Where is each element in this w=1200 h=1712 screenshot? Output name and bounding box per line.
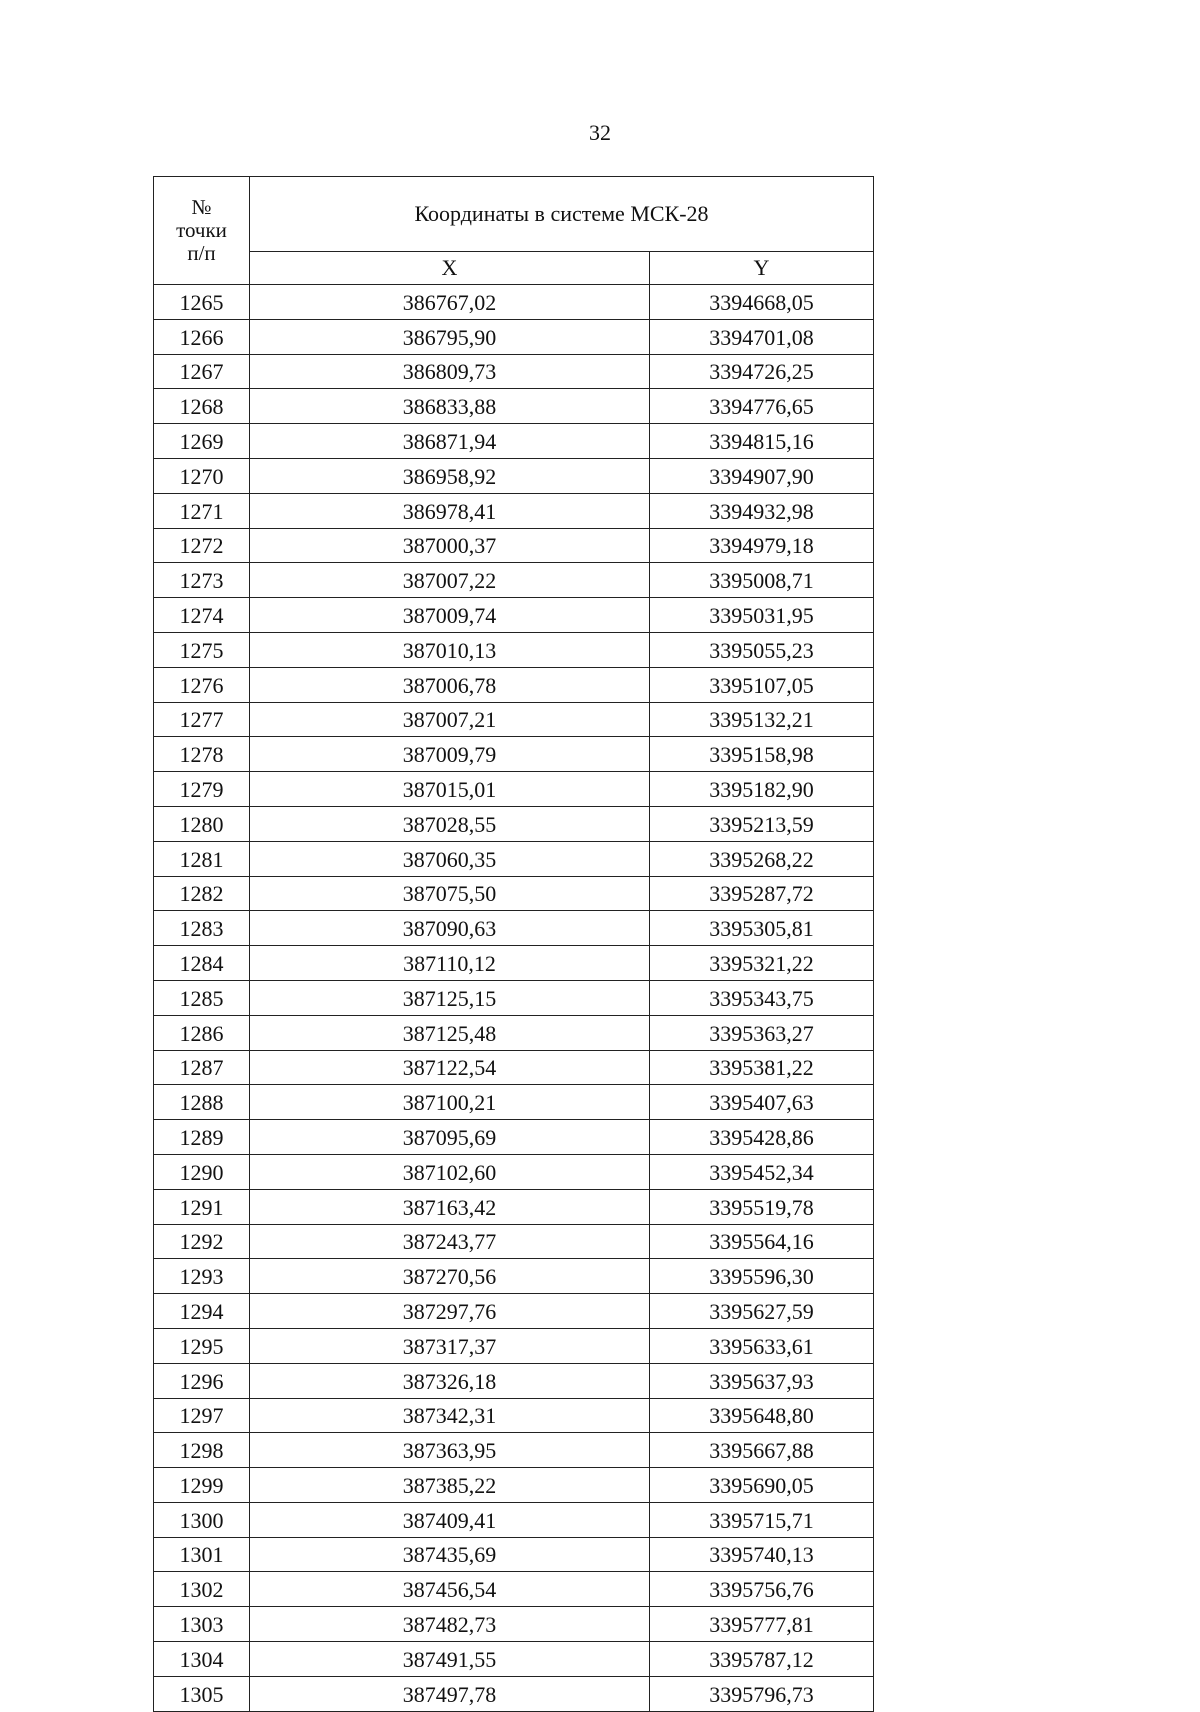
- table-row: [154, 1294, 874, 1329]
- x-coordinate-cell: 387243,77: [250, 1224, 650, 1259]
- table-row: [154, 1607, 874, 1642]
- point-number-cell: 1302: [154, 1572, 250, 1607]
- point-number-cell: 1269: [154, 424, 250, 459]
- y-coordinate-cell: 3395627,59: [650, 1294, 874, 1329]
- x-coordinate-cell: 387491,55: [250, 1642, 650, 1677]
- x-coordinate-cell: 387342,31: [250, 1398, 650, 1433]
- table-row: [154, 389, 874, 424]
- x-coordinate-cell: 387010,13: [250, 632, 650, 667]
- y-coordinate-cell: 3395363,27: [650, 1015, 874, 1050]
- table-row: [154, 772, 874, 807]
- x-column-header: X: [250, 252, 650, 285]
- point-number-cell: 1295: [154, 1328, 250, 1363]
- x-coordinate-cell: 387482,73: [250, 1607, 650, 1642]
- table-row: [154, 563, 874, 598]
- table-row: [154, 841, 874, 876]
- table-row: [154, 1468, 874, 1503]
- table-row: [154, 1189, 874, 1224]
- y-coordinate-cell: 3395321,22: [650, 946, 874, 981]
- x-coordinate-cell: 387317,37: [250, 1328, 650, 1363]
- point-number-cell: 1279: [154, 772, 250, 807]
- table-row: [154, 598, 874, 633]
- y-coordinate-cell: 3394776,65: [650, 389, 874, 424]
- x-coordinate-cell: 387015,01: [250, 772, 650, 807]
- y-coordinate-cell: 3395452,34: [650, 1154, 874, 1189]
- coordinates-table: [153, 176, 874, 1712]
- y-coordinate-cell: 3395182,90: [650, 772, 874, 807]
- x-coordinate-cell: 387297,76: [250, 1294, 650, 1329]
- y-coordinate-cell: 3395343,75: [650, 980, 874, 1015]
- y-coordinate-cell: 3395756,76: [650, 1572, 874, 1607]
- x-coordinate-cell: 386833,88: [250, 389, 650, 424]
- x-coordinate-cell: 386809,73: [250, 354, 650, 389]
- y-coordinate-cell: 3395055,23: [650, 632, 874, 667]
- y-coordinate-cell: 3395667,88: [650, 1433, 874, 1468]
- table-row: [154, 1328, 874, 1363]
- point-number-cell: 1267: [154, 354, 250, 389]
- y-coordinate-cell: 3394907,90: [650, 458, 874, 493]
- point-number-cell: 1293: [154, 1259, 250, 1294]
- point-number-cell: 1277: [154, 702, 250, 737]
- point-number-cell: 1275: [154, 632, 250, 667]
- table-row: [154, 1363, 874, 1398]
- point-number-cell: 1270: [154, 458, 250, 493]
- x-coordinate-cell: 386978,41: [250, 493, 650, 528]
- table-row: [154, 1537, 874, 1572]
- x-coordinate-cell: 387122,54: [250, 1050, 650, 1085]
- point-number-header-line: п/п: [187, 241, 216, 266]
- coordinates-table-header: [154, 177, 874, 285]
- point-number-cell: 1282: [154, 876, 250, 911]
- x-coordinate-cell: 387363,95: [250, 1433, 650, 1468]
- table-row: [154, 1502, 874, 1537]
- point-number-cell: 1299: [154, 1468, 250, 1503]
- x-coordinate-cell: 387497,78: [250, 1676, 650, 1711]
- point-number-cell: 1276: [154, 667, 250, 702]
- table-row: [154, 1224, 874, 1259]
- table-row: [154, 1050, 874, 1085]
- y-coordinate-cell: 3395596,30: [650, 1259, 874, 1294]
- table-row: [154, 319, 874, 354]
- point-number-cell: 1304: [154, 1642, 250, 1677]
- y-coordinate-cell: 3395633,61: [650, 1328, 874, 1363]
- table-row: [154, 1015, 874, 1050]
- y-coordinate-cell: 3395132,21: [650, 702, 874, 737]
- y-coordinate-cell: 3395305,81: [650, 911, 874, 946]
- y-coordinate-cell: 3395428,86: [650, 1120, 874, 1155]
- point-number-cell: 1266: [154, 319, 250, 354]
- point-number-cell: 1271: [154, 493, 250, 528]
- table-row: [154, 946, 874, 981]
- point-number-cell: 1268: [154, 389, 250, 424]
- table-row: [154, 1120, 874, 1155]
- point-number-cell: 1303: [154, 1607, 250, 1642]
- table-row: [154, 702, 874, 737]
- table-row: [154, 737, 874, 772]
- table-row: [154, 1398, 874, 1433]
- table-row: [154, 1676, 874, 1711]
- table-row: [154, 424, 874, 459]
- coordinates-system-header: Координаты в системе МСК-28: [250, 177, 874, 252]
- point-number-cell: 1291: [154, 1189, 250, 1224]
- point-number-cell: 1285: [154, 980, 250, 1015]
- point-number-cell: 1288: [154, 1085, 250, 1120]
- point-number-cell: 1289: [154, 1120, 250, 1155]
- x-coordinate-cell: 387007,21: [250, 702, 650, 737]
- table-row: [154, 980, 874, 1015]
- x-coordinate-cell: 387163,42: [250, 1189, 650, 1224]
- x-coordinate-cell: 387385,22: [250, 1468, 650, 1503]
- x-coordinate-cell: 387100,21: [250, 1085, 650, 1120]
- table-row: [154, 806, 874, 841]
- point-number-cell: 1286: [154, 1015, 250, 1050]
- table-row: [154, 876, 874, 911]
- point-number-cell: 1283: [154, 911, 250, 946]
- x-coordinate-cell: 387270,56: [250, 1259, 650, 1294]
- x-coordinate-cell: 387095,69: [250, 1120, 650, 1155]
- table-row: [154, 285, 874, 320]
- y-coordinate-cell: 3395213,59: [650, 806, 874, 841]
- y-coordinate-cell: 3395519,78: [650, 1189, 874, 1224]
- y-coordinate-cell: 3395031,95: [650, 598, 874, 633]
- y-coordinate-cell: 3395107,05: [650, 667, 874, 702]
- y-coordinate-cell: 3394979,18: [650, 528, 874, 563]
- y-coordinate-cell: 3394701,08: [650, 319, 874, 354]
- y-coordinate-cell: 3394815,16: [650, 424, 874, 459]
- table-row: [154, 528, 874, 563]
- table-row: [154, 1642, 874, 1677]
- y-coordinate-cell: 3395715,71: [650, 1502, 874, 1537]
- x-coordinate-cell: 387110,12: [250, 946, 650, 981]
- point-number-header-line: №: [191, 194, 212, 219]
- x-coordinate-cell: 387090,63: [250, 911, 650, 946]
- point-number-cell: 1274: [154, 598, 250, 633]
- point-number-cell: 1278: [154, 737, 250, 772]
- point-number-cell: 1273: [154, 563, 250, 598]
- x-coordinate-cell: 387125,15: [250, 980, 650, 1015]
- y-coordinate-cell: 3395381,22: [650, 1050, 874, 1085]
- table-row: [154, 1154, 874, 1189]
- x-coordinate-cell: 387028,55: [250, 806, 650, 841]
- table-row: [154, 667, 874, 702]
- y-column-header: Y: [650, 252, 874, 285]
- x-coordinate-cell: 387060,35: [250, 841, 650, 876]
- y-coordinate-cell: 3395268,22: [650, 841, 874, 876]
- y-coordinate-cell: 3395690,05: [650, 1468, 874, 1503]
- coordinates-table-body: [154, 285, 874, 1712]
- point-number-cell: 1287: [154, 1050, 250, 1085]
- table-row: [154, 1433, 874, 1468]
- x-coordinate-cell: 387435,69: [250, 1537, 650, 1572]
- y-coordinate-cell: 3395648,80: [650, 1398, 874, 1433]
- x-coordinate-cell: 387075,50: [250, 876, 650, 911]
- point-number-cell: 1305: [154, 1676, 250, 1711]
- point-number-cell: 1265: [154, 285, 250, 320]
- table-row: [154, 1572, 874, 1607]
- x-coordinate-cell: 387000,37: [250, 528, 650, 563]
- point-number-cell: 1298: [154, 1433, 250, 1468]
- y-coordinate-cell: 3395777,81: [650, 1607, 874, 1642]
- page-number: 32: [589, 120, 611, 145]
- y-coordinate-cell: 3395564,16: [650, 1224, 874, 1259]
- x-coordinate-cell: 386767,02: [250, 285, 650, 320]
- x-coordinate-cell: 387006,78: [250, 667, 650, 702]
- x-coordinate-cell: 386958,92: [250, 458, 650, 493]
- point-number-cell: 1297: [154, 1398, 250, 1433]
- table-row: [154, 458, 874, 493]
- x-coordinate-cell: 387007,22: [250, 563, 650, 598]
- y-coordinate-cell: 3394726,25: [650, 354, 874, 389]
- x-coordinate-cell: 387409,41: [250, 1502, 650, 1537]
- y-coordinate-cell: 3395407,63: [650, 1085, 874, 1120]
- x-coordinate-cell: 386795,90: [250, 319, 650, 354]
- y-coordinate-cell: 3395787,12: [650, 1642, 874, 1677]
- table-row: [154, 493, 874, 528]
- x-coordinate-cell: 387326,18: [250, 1363, 650, 1398]
- table-row: [154, 1259, 874, 1294]
- point-number-cell: 1284: [154, 946, 250, 981]
- x-coordinate-cell: 386871,94: [250, 424, 650, 459]
- point-number-cell: 1292: [154, 1224, 250, 1259]
- point-number-cell: 1272: [154, 528, 250, 563]
- y-coordinate-cell: 3394668,05: [650, 285, 874, 320]
- point-number-cell: 1300: [154, 1502, 250, 1537]
- point-number-cell: 1280: [154, 806, 250, 841]
- point-number-cell: 1296: [154, 1363, 250, 1398]
- point-number-cell: 1281: [154, 841, 250, 876]
- y-coordinate-cell: 3395008,71: [650, 563, 874, 598]
- y-coordinate-cell: 3395637,93: [650, 1363, 874, 1398]
- x-coordinate-cell: 387456,54: [250, 1572, 650, 1607]
- point-number-cell: 1290: [154, 1154, 250, 1189]
- point-number-cell: 1294: [154, 1294, 250, 1329]
- x-coordinate-cell: 387125,48: [250, 1015, 650, 1050]
- table-row: [154, 911, 874, 946]
- table-row: [154, 1085, 874, 1120]
- y-coordinate-cell: 3395158,98: [650, 737, 874, 772]
- table-row: [154, 354, 874, 389]
- x-coordinate-cell: 387009,74: [250, 598, 650, 633]
- y-coordinate-cell: 3394932,98: [650, 493, 874, 528]
- table-row: [154, 632, 874, 667]
- y-coordinate-cell: 3395287,72: [650, 876, 874, 911]
- y-coordinate-cell: 3395740,13: [650, 1537, 874, 1572]
- point-number-header-line: точки: [176, 217, 227, 242]
- x-coordinate-cell: 387009,79: [250, 737, 650, 772]
- point-number-cell: 1301: [154, 1537, 250, 1572]
- x-coordinate-cell: 387102,60: [250, 1154, 650, 1189]
- y-coordinate-cell: 3395796,73: [650, 1676, 874, 1711]
- point-number-header: [154, 177, 250, 285]
